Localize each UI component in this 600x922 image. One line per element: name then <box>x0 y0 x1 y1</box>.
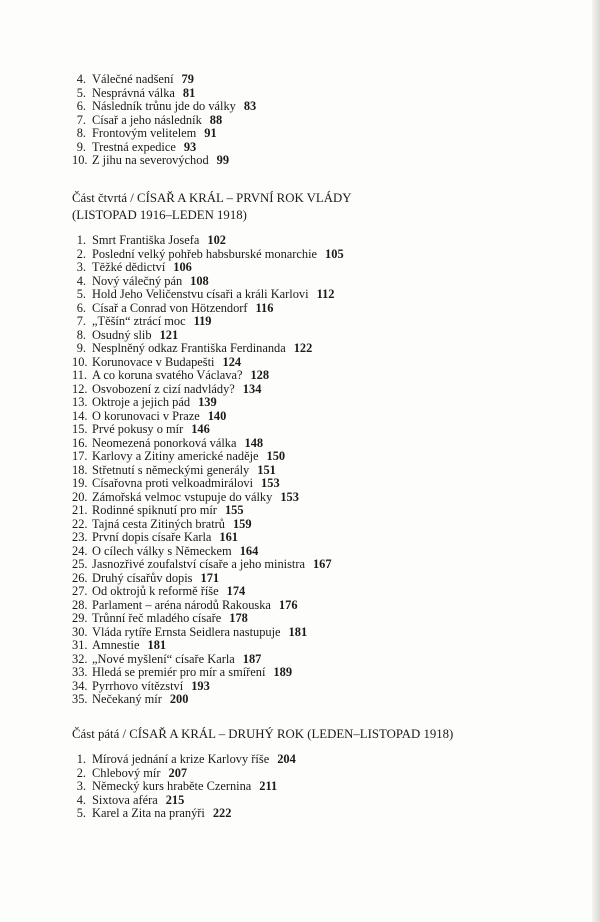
toc-entry-page: 211 <box>259 779 278 793</box>
toc-entry-title: O cílech války s Německem <box>92 543 232 558</box>
toc-entry <box>72 261 344 275</box>
toc-entry-number: 7. <box>76 314 86 328</box>
toc-entry-number: 23. <box>72 530 88 544</box>
toc-entry-title: Hold Jeho Veličenstvu císaři a králi Karlovi <box>92 287 309 301</box>
toc-entry-title: Jasnozřivé zoufalství císaře a jeho ministra <box>92 557 305 571</box>
toc-entry <box>72 410 344 424</box>
toc-entry-title: Pyrrhovo vítězství <box>92 678 184 693</box>
toc-entry-page: 93 <box>183 139 197 154</box>
toc-list-part5 <box>72 753 296 821</box>
toc-entry <box>72 329 344 343</box>
toc-entry-title: Frontovým velitelem <box>92 126 197 140</box>
toc-entry-title: Prvé pokusy o mír <box>92 422 184 436</box>
toc-entry-page: 159 <box>232 516 252 531</box>
toc-entry-title: Neomezená ponorková válka <box>92 435 237 450</box>
toc-entry <box>72 572 344 586</box>
toc-entry-title: Mírová jednání a krize Karlovy říše <box>92 752 270 766</box>
toc-entry-page: 164 <box>239 543 259 558</box>
toc-entry-title: Císařovna proti velkoadmirálovi <box>92 476 254 490</box>
toc-entry-number: 6. <box>76 99 86 113</box>
toc-entry-page: 105 <box>325 246 344 261</box>
toc-entry <box>72 585 344 599</box>
toc-entry-title: Smrt Františka Josefa <box>92 233 200 247</box>
toc-entry-number: 21. <box>72 503 88 517</box>
toc-entry-number: 32. <box>72 651 88 666</box>
toc-entry-number: 5. <box>76 806 86 820</box>
toc-entry-number: 2. <box>76 765 86 780</box>
toc-entry-page: 88 <box>209 112 223 127</box>
toc-entry-number: 33. <box>72 665 88 679</box>
toc-entry <box>72 302 344 316</box>
toc-entry-page: 79 <box>181 72 194 86</box>
toc-entry-page: 176 <box>278 597 298 612</box>
toc-entry-number: 34. <box>72 678 88 693</box>
toc-entry-title: Osudný slib <box>92 327 152 342</box>
toc-entry <box>72 558 344 572</box>
toc-entry-number: 6. <box>76 300 86 315</box>
toc-entry-page: 91 <box>204 126 217 140</box>
toc-entry-title: Císař a Conrad von Hötzendorf <box>92 300 248 315</box>
toc-entry <box>72 114 256 128</box>
toc-entry-number: 18. <box>72 462 88 477</box>
toc-entry-title: Nečekaný mír <box>92 692 162 706</box>
toc-entry-title: Vláda rytíře Ernsta Seidlera nastupuje <box>92 624 281 639</box>
toc-entry <box>72 693 344 707</box>
toc-entry-number: 4. <box>76 792 86 807</box>
toc-entry-title: A co koruna svatého Václava? <box>92 368 243 382</box>
toc-entry <box>72 437 344 451</box>
toc-entry-page: 122 <box>293 341 313 355</box>
toc-entry <box>72 73 256 87</box>
toc-entry-title: Hledá se premiér pro mír a smíření <box>92 665 266 679</box>
toc-entry-title: Oktroje a jejich pád <box>92 395 191 409</box>
toc-entry-page: 124 <box>222 354 242 369</box>
toc-list-part4 <box>72 234 344 707</box>
toc-entry <box>72 477 344 491</box>
toc-entry-number: 35. <box>72 692 88 706</box>
toc-entry-page: 121 <box>159 327 179 342</box>
part4-heading-line1: Část čtvrtá / CÍSAŘ A KRÁL – PRVNÍ ROK VLÁDY <box>72 191 352 205</box>
toc-entry <box>72 599 344 613</box>
toc-entry <box>72 666 344 680</box>
toc-entry-page: 215 <box>165 792 185 807</box>
toc-entry <box>72 423 344 437</box>
toc-entry <box>72 464 344 478</box>
toc-entry-title: Osvobození z cizí nadvlády? <box>92 381 235 396</box>
toc-entry-title: První dopis císaře Karla <box>92 530 212 544</box>
toc-entry-title: Císař a jeho následník <box>92 112 202 127</box>
toc-entry-page: 139 <box>198 395 217 409</box>
toc-entry-number: 10. <box>72 354 88 369</box>
toc-entry-page: 167 <box>312 557 332 571</box>
toc-entry-page: 153 <box>280 489 299 504</box>
toc-entry-number: 1. <box>76 233 86 247</box>
toc-entry-page: 161 <box>219 530 238 544</box>
toc-entry <box>72 234 344 248</box>
toc-entry-number: 4. <box>76 72 86 86</box>
toc-entry <box>72 807 296 821</box>
toc-entry-page: 151 <box>257 462 276 477</box>
toc-entry-number: 5. <box>76 287 86 301</box>
toc-entry-title: Nesplněný odkaz Františka Ferdinanda <box>92 341 286 355</box>
toc-entry-title: Karlovy a Zitiny americké naděje <box>92 449 259 463</box>
part4-heading-line2: (LISTOPAD 1916–LEDEN 1918) <box>72 208 247 222</box>
toc-entry-number: 12. <box>72 381 88 396</box>
toc-entry <box>72 518 344 532</box>
toc-entry-page: 128 <box>250 368 270 382</box>
toc-entry <box>72 680 344 694</box>
toc-entry-number: 1. <box>76 752 86 766</box>
toc-entry <box>72 780 296 794</box>
toc-entry-number: 31. <box>72 638 88 652</box>
toc-entry-title: Amnestie <box>92 638 140 652</box>
toc-entry-title: Od oktrojů k reformě říše <box>92 584 219 598</box>
toc-entry-title: Karel a Zita na pranýři <box>92 806 205 820</box>
toc-entry <box>72 315 344 329</box>
toc-entry-title: Sixtova aféra <box>92 792 158 807</box>
toc-entry-page: 119 <box>193 314 212 328</box>
toc-entry <box>72 248 344 262</box>
toc-entry-number: 8. <box>76 126 86 140</box>
toc-entry-number: 9. <box>76 341 86 355</box>
toc-entry-title: Rodinné spiknutí pro mír <box>92 503 217 517</box>
toc-entry-number: 8. <box>76 327 86 342</box>
toc-entry <box>72 383 344 397</box>
toc-entry-title: O korunovaci v Praze <box>92 408 200 423</box>
toc-entry-title: Poslední velký pohřeb habsburské monarchie <box>92 246 318 261</box>
toc-entry <box>72 794 296 808</box>
toc-entry <box>72 369 344 383</box>
toc-entry <box>72 612 344 626</box>
toc-entry-number: 7. <box>76 112 86 127</box>
toc-entry-page: 171 <box>200 570 220 585</box>
toc-entry-number: 27. <box>72 584 88 598</box>
toc-entry <box>72 288 344 302</box>
toc-entry-number: 26. <box>72 570 88 585</box>
toc-entry-number: 17. <box>72 449 88 463</box>
toc-entry-page: 189 <box>273 665 293 679</box>
toc-entry-page: 81 <box>182 85 196 100</box>
toc-entry-number: 3. <box>76 260 86 274</box>
toc-entry-page: 153 <box>261 476 280 490</box>
toc-entry-page: 106 <box>173 260 192 274</box>
toc-entry <box>72 450 344 464</box>
toc-entry-page: 155 <box>224 503 244 517</box>
toc-entry-number: 29. <box>72 611 88 625</box>
toc-entry-page: 134 <box>242 381 262 396</box>
toc-entry-page: 83 <box>243 99 257 113</box>
toc-entry-title: Z jihu na severovýchod <box>92 153 209 167</box>
toc-entry-number: 16. <box>72 435 88 450</box>
toc-entry-page: 193 <box>191 678 210 693</box>
toc-entry-number: 19. <box>72 476 88 490</box>
toc-entry-page: 187 <box>242 651 262 666</box>
toc-entry-title: Tajná cesta Zitiných bratrů <box>92 516 225 531</box>
toc-entry-number: 25. <box>72 557 88 571</box>
toc-entry-page: 146 <box>191 422 210 436</box>
toc-entry <box>72 545 344 559</box>
toc-entry <box>72 626 344 640</box>
toc-entry <box>72 154 256 168</box>
toc-entry <box>72 87 256 101</box>
toc-entry-page: 174 <box>226 584 246 598</box>
toc-entry-page: 200 <box>169 692 189 706</box>
toc-entry-number: 10. <box>72 153 88 167</box>
toc-entry <box>72 491 344 505</box>
toc-entry-title: Trestná expedice <box>92 139 176 154</box>
toc-entry-number: 4. <box>76 273 86 288</box>
toc-entry-page: 102 <box>207 233 226 247</box>
toc-entry-page: 148 <box>244 435 264 450</box>
toc-entry-number: 24. <box>72 543 88 558</box>
toc-entry <box>72 767 296 781</box>
toc-entry <box>72 653 344 667</box>
toc-list-part3-tail <box>72 73 256 168</box>
toc-entry-title: Trůnní řeč mladého císaře <box>92 611 222 625</box>
toc-entry <box>72 127 256 141</box>
part4-heading <box>72 190 351 224</box>
toc-entry-title: „Těšín“ ztrácí moc <box>92 314 186 328</box>
toc-entry-title: Následník trůnu jde do války <box>92 99 236 113</box>
toc-entry-page: 140 <box>207 408 227 423</box>
toc-entry-number: 30. <box>72 624 88 639</box>
toc-entry <box>72 504 344 518</box>
toc-entry <box>72 396 344 410</box>
toc-entry-title: Nesprávná válka <box>92 85 175 100</box>
toc-entry-page: 150 <box>266 449 286 463</box>
toc-entry-title: Parlament – aréna národů Rakouska <box>92 597 271 612</box>
toc-entry-page: 181 <box>288 624 308 639</box>
toc-entry-title: Těžké dědictví <box>92 260 166 274</box>
toc-entry-title: Chlebový mír <box>92 765 161 780</box>
toc-entry-title: Zámořská velmoc vstupuje do války <box>92 489 273 504</box>
toc-entry <box>72 531 344 545</box>
toc-entry-number: 9. <box>76 139 86 154</box>
toc-entry-title: Německý kurs hraběte Czernina <box>92 779 252 793</box>
toc-entry <box>72 639 344 653</box>
toc-entry <box>72 753 296 767</box>
toc-entry-number: 15. <box>72 422 88 436</box>
toc-entry <box>72 141 256 155</box>
part5-heading-line: Část pátá / CÍSAŘ A KRÁL – DRUHÝ ROK (LEDEN–LISTOPAD 1918) <box>72 727 454 741</box>
toc-entry-number: 22. <box>72 516 88 531</box>
toc-entry-page: 116 <box>255 300 274 315</box>
toc-entry-number: 14. <box>72 408 88 423</box>
toc-entry-page: 207 <box>168 765 188 780</box>
toc-entry-number: 3. <box>76 779 86 793</box>
toc-entry <box>72 342 344 356</box>
toc-entry-page: 222 <box>212 806 232 820</box>
toc-entry-page: 178 <box>229 611 248 625</box>
toc-entry-title: Válečné nadšení <box>92 72 174 86</box>
toc-entry-page: 181 <box>147 638 167 652</box>
toc-entry-page: 99 <box>216 153 230 167</box>
toc-entry-number: 5. <box>76 85 86 100</box>
toc-entry-page: 204 <box>277 752 296 766</box>
toc-entry-number: 2. <box>76 246 86 261</box>
toc-entry-number: 13. <box>72 395 88 409</box>
toc-entry-page: 112 <box>316 287 335 301</box>
toc-entry-title: Nový válečný pán <box>92 273 183 288</box>
part5-heading <box>72 726 453 743</box>
toc-entry-number: 20. <box>72 489 88 504</box>
toc-entry-title: „Nové myšlení“ císaře Karla <box>92 651 235 666</box>
toc-entry-number: 28. <box>72 597 88 612</box>
toc-entry <box>72 100 256 114</box>
toc-entry-number: 11. <box>72 368 88 382</box>
toc-entry-title: Střetnutí s německými generály <box>92 462 250 477</box>
toc-entry <box>72 356 344 370</box>
toc-entry-page: 108 <box>190 273 209 288</box>
toc-entry <box>72 275 344 289</box>
page-edge-shadow <box>592 0 600 922</box>
toc-entry-title: Korunovace v Budapešti <box>92 354 215 369</box>
toc-entry-title: Druhý císařův dopis <box>92 570 193 585</box>
